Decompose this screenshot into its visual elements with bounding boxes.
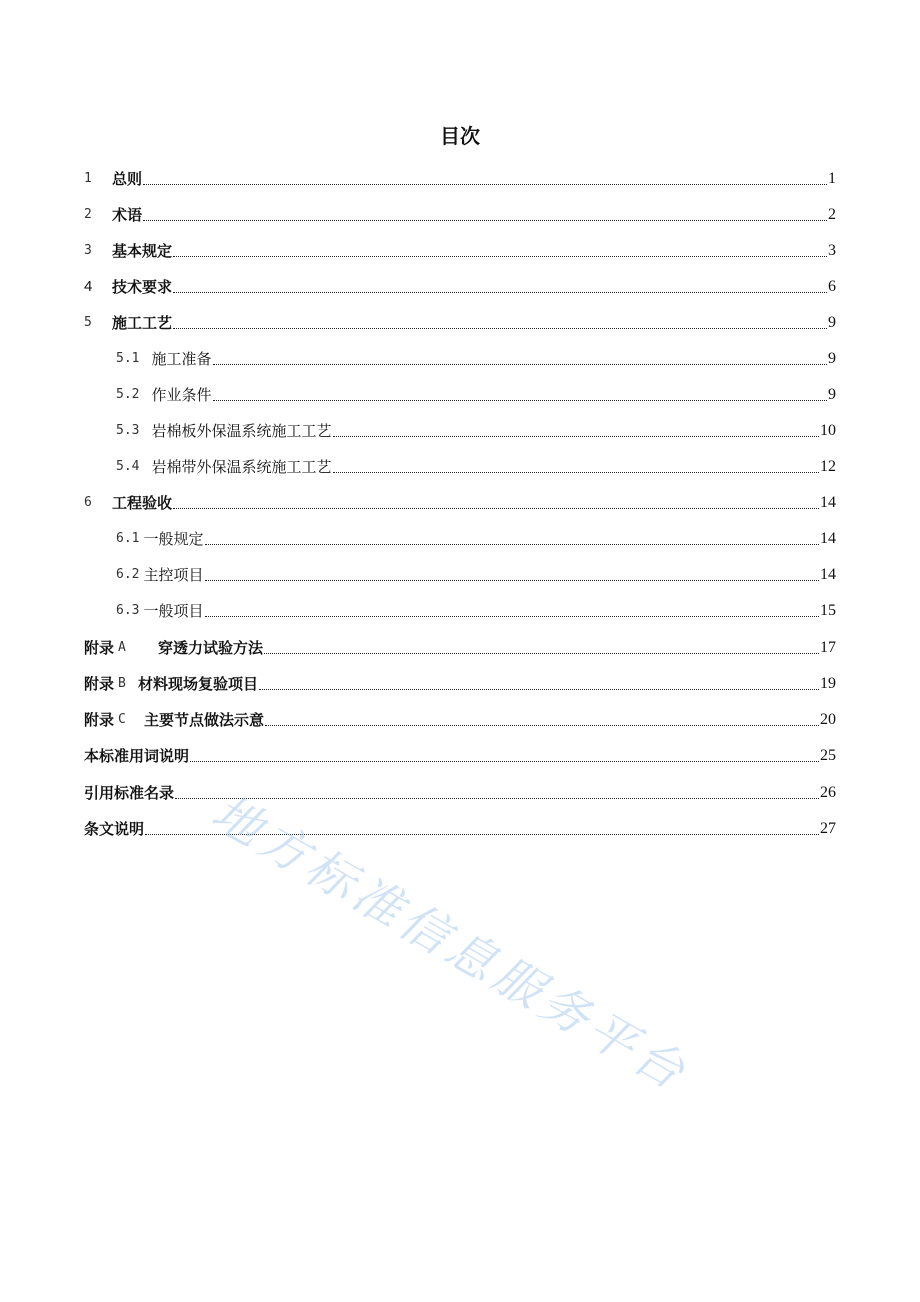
entry-number: A	[118, 640, 126, 655]
dot-leader	[259, 688, 819, 690]
entry-number: 5.1	[116, 351, 140, 366]
entry-page: 17	[820, 639, 836, 656]
entry-page: 15	[820, 602, 836, 619]
entry-label: 施工工艺	[112, 314, 173, 332]
dot-leader	[205, 579, 820, 581]
toc-entry-3[interactable]	[84, 240, 836, 262]
dot-leader	[265, 724, 819, 726]
dot-leader	[145, 833, 819, 835]
entry-number: 1	[84, 171, 92, 186]
toc-entry-appendix-a[interactable]	[84, 637, 836, 659]
dot-leader	[264, 652, 819, 654]
toc-entry-explanation[interactable]	[84, 818, 836, 840]
entry-page: 2	[828, 206, 836, 223]
dot-leader	[173, 327, 827, 329]
toc-entry-6-2[interactable]	[116, 564, 836, 586]
entry-page: 14	[820, 566, 836, 583]
toc-entry-5-4[interactable]	[116, 456, 836, 478]
entry-label: 术语	[112, 206, 143, 224]
entry-page: 1	[828, 170, 836, 187]
entry-number: 4	[84, 278, 93, 295]
entry-page: 27	[820, 820, 836, 837]
toc-entry-2[interactable]	[84, 204, 836, 226]
toc-entry-1[interactable]	[84, 168, 836, 190]
entry-number: 3	[84, 243, 92, 258]
watermark: 地方标准信息服务平台	[202, 784, 699, 1104]
toc-entry-5-1[interactable]	[116, 348, 836, 370]
dot-leader	[213, 363, 828, 365]
entry-number: 5.4	[116, 459, 140, 474]
toc-entry-6[interactable]	[84, 492, 836, 514]
entry-label: 技术要求	[112, 278, 173, 296]
toc-entry-cited-standards[interactable]	[84, 782, 836, 804]
dot-leader	[173, 291, 827, 293]
entry-page: 9	[828, 350, 836, 367]
dot-leader	[173, 255, 827, 257]
entry-label: 作业条件	[151, 386, 212, 404]
entry-number: 5	[84, 315, 92, 330]
toc-entry-5-2[interactable]	[116, 384, 836, 406]
entry-label: 基本规定	[112, 242, 173, 260]
entry-label: 材料现场复验项目	[138, 675, 259, 693]
dot-leader	[143, 219, 827, 221]
appendix-prefix: 附录	[84, 675, 115, 693]
entry-number: B	[118, 676, 126, 691]
entry-label: 穿透力试验方法	[158, 639, 264, 657]
entry-number: 6	[84, 495, 92, 510]
entry-page: 26	[820, 784, 836, 801]
entry-number: 6.1	[116, 531, 140, 546]
entry-number: 2	[84, 207, 92, 222]
entry-label: 主要节点做法示意	[144, 711, 265, 729]
dot-leader	[175, 797, 819, 799]
dot-leader	[333, 435, 820, 437]
entry-page: 3	[828, 242, 836, 259]
entry-label: 条文说明	[84, 820, 145, 838]
entry-page: 20	[820, 711, 836, 728]
page-title: 目次	[440, 124, 480, 148]
entry-label: 施工准备	[151, 350, 212, 368]
entry-label: 总则	[112, 170, 143, 188]
dot-leader	[190, 760, 819, 762]
entry-number: C	[118, 712, 126, 727]
dot-leader	[205, 543, 820, 545]
dot-leader	[173, 507, 819, 509]
entry-label: 工程验收	[112, 494, 173, 512]
entry-page: 9	[828, 386, 836, 403]
dot-leader	[205, 615, 820, 617]
dot-leader	[333, 471, 820, 473]
entry-page: 14	[820, 530, 836, 547]
entry-label: 岩棉板外保温系统施工工艺	[151, 422, 332, 440]
entry-number: 6.3	[116, 603, 140, 618]
dot-leader	[213, 399, 828, 401]
entry-number: 5.3	[116, 423, 140, 438]
entry-number: 6.2	[116, 567, 140, 582]
appendix-prefix: 附录	[84, 639, 115, 657]
entry-page: 19	[820, 675, 836, 692]
entry-label: 一般项目	[143, 602, 204, 620]
toc-entry-appendix-b[interactable]	[84, 673, 836, 695]
toc-entry-6-3[interactable]	[116, 600, 836, 622]
entry-label: 岩棉带外保温系统施工工艺	[151, 458, 332, 476]
dot-leader	[143, 183, 827, 185]
toc-entry-6-1[interactable]	[116, 528, 836, 550]
toc-entry-5[interactable]	[84, 312, 836, 334]
toc-entry-appendix-c[interactable]	[84, 709, 836, 731]
entry-label: 本标准用词说明	[84, 747, 190, 765]
entry-page: 10	[820, 422, 836, 439]
entry-page: 9	[828, 314, 836, 331]
toc-entry-word-usage[interactable]	[84, 745, 836, 767]
toc-entry-4[interactable]	[84, 276, 836, 298]
entry-label: 引用标准名录	[84, 784, 175, 802]
entry-page: 14	[820, 494, 836, 511]
entry-label: 一般规定	[143, 530, 204, 548]
entry-page: 12	[820, 458, 836, 475]
entry-page: 25	[820, 747, 836, 764]
toc-entry-5-3[interactable]	[116, 420, 836, 442]
entry-label: 主控项目	[143, 566, 204, 584]
entry-number: 5.2	[116, 387, 140, 402]
entry-page: 6	[828, 278, 836, 295]
appendix-prefix: 附录	[84, 711, 115, 729]
